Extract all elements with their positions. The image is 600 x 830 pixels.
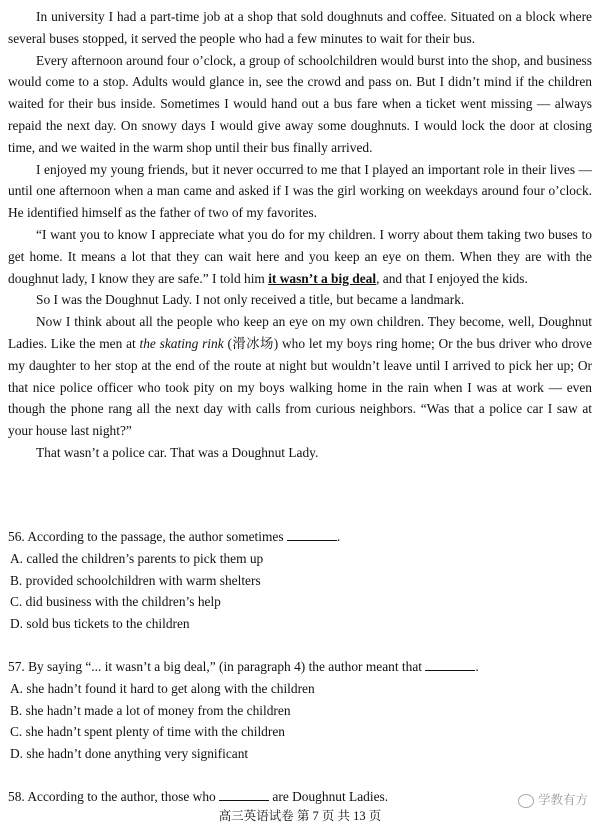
answer-blank xyxy=(219,788,269,801)
option-a[interactable]: A. called the children’s parents to pick them up xyxy=(10,550,264,566)
paragraph-7: That wasn’t a police car. That was a Doughnut Lady. xyxy=(36,444,319,460)
option-b[interactable]: B. provided schoolchildren with warm shelters xyxy=(10,572,261,588)
stem-part-a: 58. According to the author, those who xyxy=(8,789,220,804)
paragraph-6-part-b: (滑冰场) who let my boys ring home; Or the bus driver who drove my daughter to her stop at the end of the route at night but wouldn’t leave until I arrived to pick her up; Or that nice police officer who took pity on my boys walking home in the rain when I was at work — even though the phone rang all the next day with calls from curious neighbors. “Was that a police car I saw at your house last night?” xyxy=(8,335,592,439)
passage xyxy=(8,6,592,464)
option-a[interactable]: A. she hadn’t found it hard to get along with the children xyxy=(10,680,315,696)
stem-part-a: 56. According to the passage, the author sometimes xyxy=(8,529,287,544)
option-c[interactable]: C. she hadn’t spent plenty of time with the children xyxy=(10,724,285,740)
paragraph-5: So I was the Doughnut Lady. I not only received a title, but became a landmark. xyxy=(36,292,465,308)
paragraph-6-part-a: Now I think about all the people who keep an eye on my own children. They become, well, Doughnut Ladies. Like the men at xyxy=(8,314,592,351)
question-stem xyxy=(8,526,592,548)
page-footer: 高三英语试卷 第 7 页 共 13 页 xyxy=(218,809,382,823)
option-b[interactable]: B. she hadn’t made a lot of money from the children xyxy=(10,702,291,718)
paragraph-3: I enjoyed my young friends, but it never occurred to me that I played an important role in their lives — until one afternoon when a man came and asked if I was the girl working on weekdays around four o’clock. He identified himself as the father of two of my favorites. xyxy=(8,161,592,221)
option-d[interactable]: D. sold bus tickets to the children xyxy=(10,616,190,632)
paragraph-6 xyxy=(8,311,592,442)
question-56 xyxy=(8,526,592,635)
watermark-text: 学教有方 xyxy=(537,792,588,807)
paragraph-1: In university I had a part-time job at a shop that sold doughnuts and coffee. Situated on a block where several buses stopped, it served the people who had a few minutes to wait for their bus. xyxy=(8,9,592,46)
question-57 xyxy=(8,656,592,765)
option-d[interactable]: D. she hadn’t done anything very significant xyxy=(10,746,249,762)
highlighted-phrase: it wasn’t a big deal xyxy=(268,270,377,286)
paragraph-4-part-a: “I want you to know I appreciate what you do for my children. I worry about them taking two buses to get home. It means a lot that they can wait here and you keep an eye on them. When they are with the doughnut lady, I know they are safe.” I told him xyxy=(8,226,592,286)
stem-part-a: 57. By saying “... it wasn’t a big deal,” (in paragraph 4) the author meant that xyxy=(8,659,426,674)
stem-part-b: . xyxy=(336,529,341,544)
stem-part-b: are Doughnut Ladies. xyxy=(269,789,389,804)
stem-part-b: . xyxy=(475,659,479,674)
wechat-icon xyxy=(518,794,534,808)
answer-blank xyxy=(425,658,475,671)
question-stem xyxy=(8,656,592,678)
question-stem xyxy=(8,786,592,808)
answer-blank xyxy=(287,528,337,541)
watermark xyxy=(518,790,588,808)
question-58 xyxy=(8,786,592,808)
italic-phrase: the skating rink xyxy=(139,335,224,351)
paragraph-4-part-b: , and that I enjoyed the kids. xyxy=(376,270,528,286)
paragraph-2: Every afternoon around four o’clock, a group of schoolchildren would burst into the shop, and business would come to a stop. Adults would glance in, see the crowd and pass on. But I didn’t mind if the children waited for their bus inside. Sometimes I would hand out a bus fare when a ticket went missing — always repaid the next day. On snowy days I would give away some doughnuts. I would lock the door at closing time, and we waited in the warm shop until their bus finally arrived. xyxy=(8,52,592,155)
option-c[interactable]: C. did business with the children’s help xyxy=(10,594,221,610)
paragraph-4 xyxy=(8,224,592,289)
